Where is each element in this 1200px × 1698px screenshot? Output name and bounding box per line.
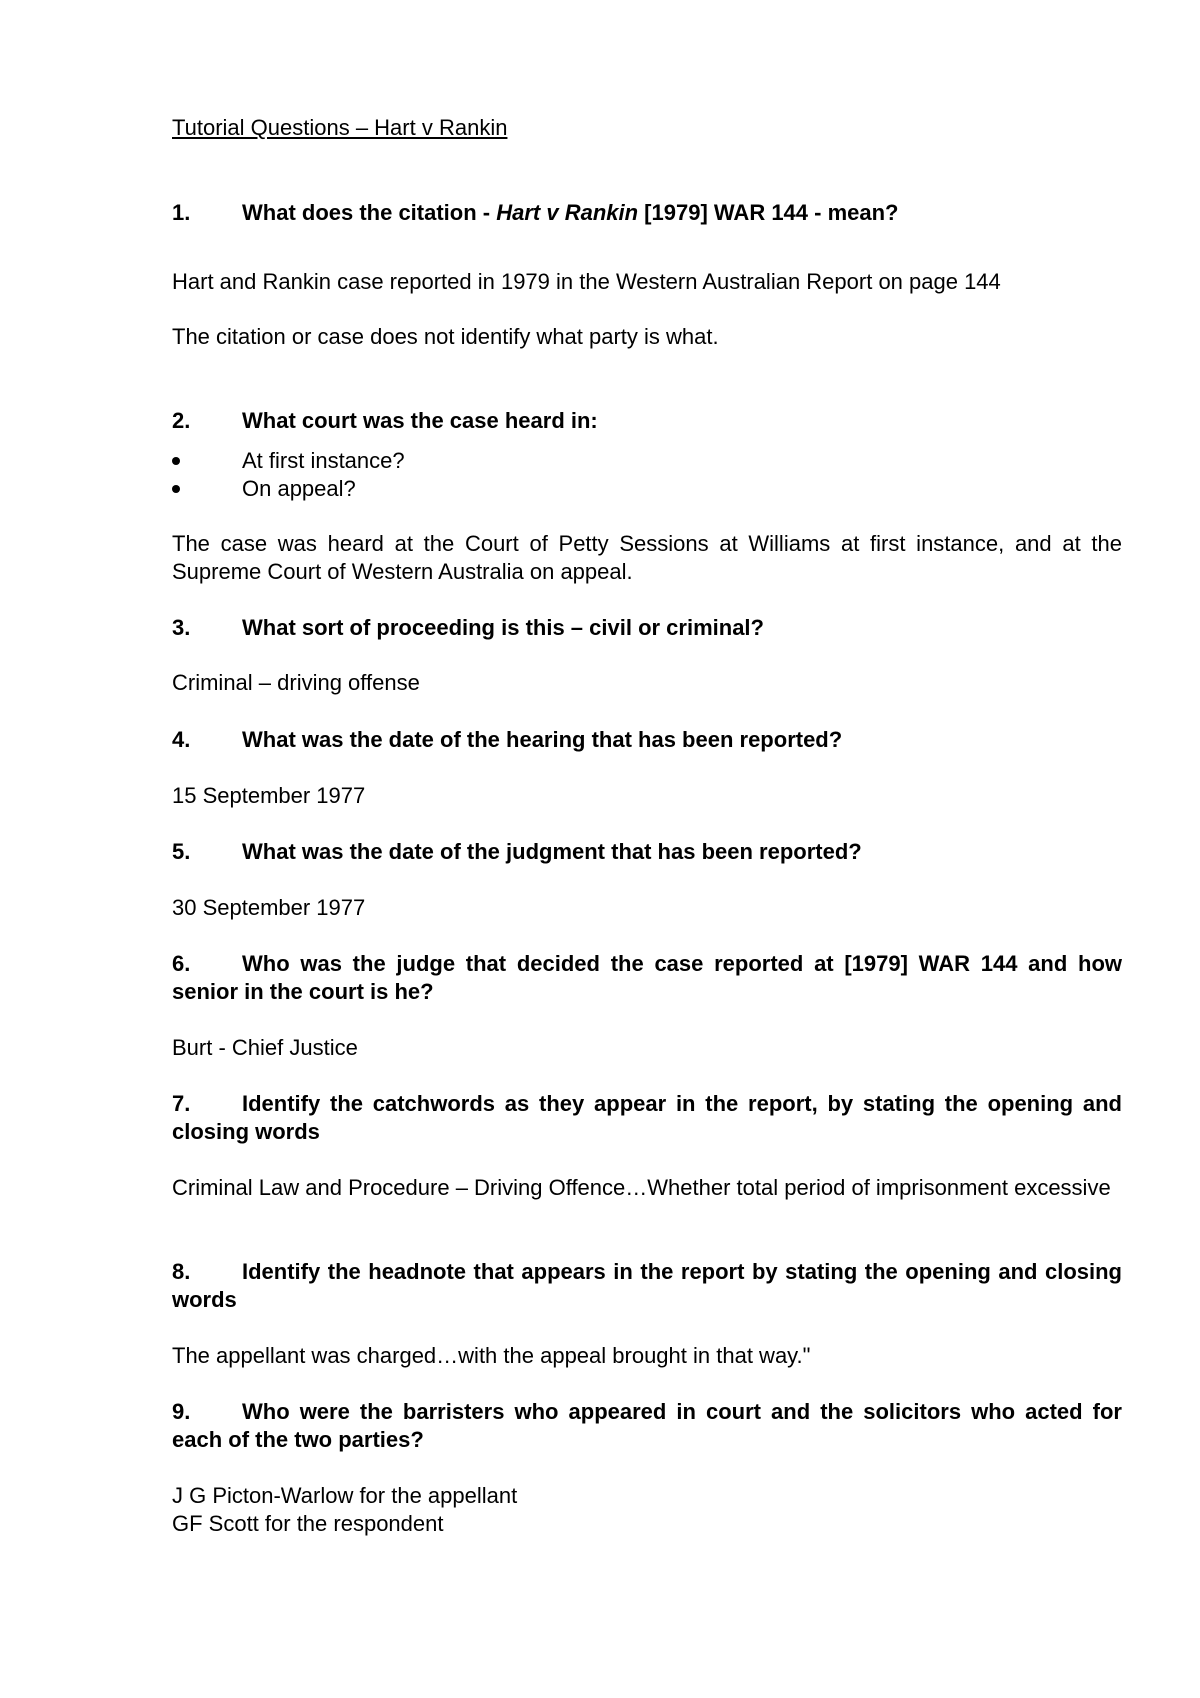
question-7-text: Identify the catchwords as they appear in the report, by stating the opening and closing words (172, 1091, 1122, 1144)
answer-4: 15 September 1977 (172, 783, 366, 808)
document-title: Tutorial Questions – Hart v Rankin (172, 115, 508, 140)
question-1-post: [1979] WAR 144 - mean? (638, 200, 899, 225)
question-number: 2. (172, 408, 191, 433)
question-3-text: What sort of proceeding is this – civil or criminal? (242, 615, 764, 640)
answer-9-line-1: J G Picton-Warlow for the appellant (172, 1483, 518, 1508)
bullet-item (172, 447, 1122, 475)
bullet-text: On appeal? (242, 476, 356, 501)
question-2 (172, 407, 1122, 435)
question-1-pre: What does the citation - (242, 200, 497, 225)
question-1 (172, 199, 1122, 227)
question-1-case-name: Hart v Rankin (496, 200, 639, 225)
answer-7: Criminal Law and Procedure – Driving Offence…Whether total period of imprisonment excessive (172, 1175, 1111, 1200)
question-2-bullet-list (172, 447, 1122, 503)
question-number: 6. (172, 951, 191, 976)
question-7 (172, 1090, 1122, 1146)
bullet-item (172, 475, 1122, 503)
answer-8: The appellant was charged…with the appeal brought in that way." (172, 1343, 811, 1368)
question-4-text: What was the date of the hearing that has been reported? (242, 727, 843, 752)
answer-3: Criminal – driving offense (172, 670, 420, 695)
answer-1-line-2: The citation or case does not identify what party is what. (172, 324, 719, 349)
question-9-text: Who were the barristers who appeared in court and the solicitors who acted for each of the two parties? (172, 1399, 1122, 1452)
question-6 (172, 950, 1122, 1006)
question-8-text: Identify the headnote that appears in the report by stating the opening and closing words (172, 1259, 1122, 1312)
answer-6: Burt - Chief Justice (172, 1035, 358, 1060)
answer-9-line-2: GF Scott for the respondent (172, 1511, 444, 1536)
question-number: 4. (172, 727, 191, 752)
bullet-dot-icon (172, 457, 180, 465)
question-number: 8. (172, 1259, 191, 1284)
answer-2: The case was heard at the Court of Petty Sessions at Williams at first instance, and at the Supreme Court of Western Australia on appeal. (172, 531, 1122, 584)
question-number: 3. (172, 615, 191, 640)
bullet-dot-icon (172, 485, 180, 493)
question-4 (172, 726, 1122, 754)
question-6-text: Who was the judge that decided the case reported at [1979] WAR 144 and how senior in the court is he? (172, 951, 1122, 1004)
question-number: 7. (172, 1091, 191, 1116)
question-5-text: What was the date of the judgment that has been reported? (242, 839, 862, 864)
question-2-text: What court was the case heard in: (242, 408, 598, 433)
bullet-text: At first instance? (242, 448, 405, 473)
question-9 (172, 1398, 1122, 1454)
question-number: 1. (172, 200, 191, 225)
question-number: 5. (172, 839, 191, 864)
question-8 (172, 1258, 1122, 1314)
question-5 (172, 838, 1122, 866)
question-3 (172, 614, 1122, 642)
answer-1-line-1: Hart and Rankin case reported in 1979 in the Western Australian Report on page 144 (172, 269, 1001, 294)
answer-5: 30 September 1977 (172, 895, 366, 920)
question-number: 9. (172, 1399, 191, 1424)
